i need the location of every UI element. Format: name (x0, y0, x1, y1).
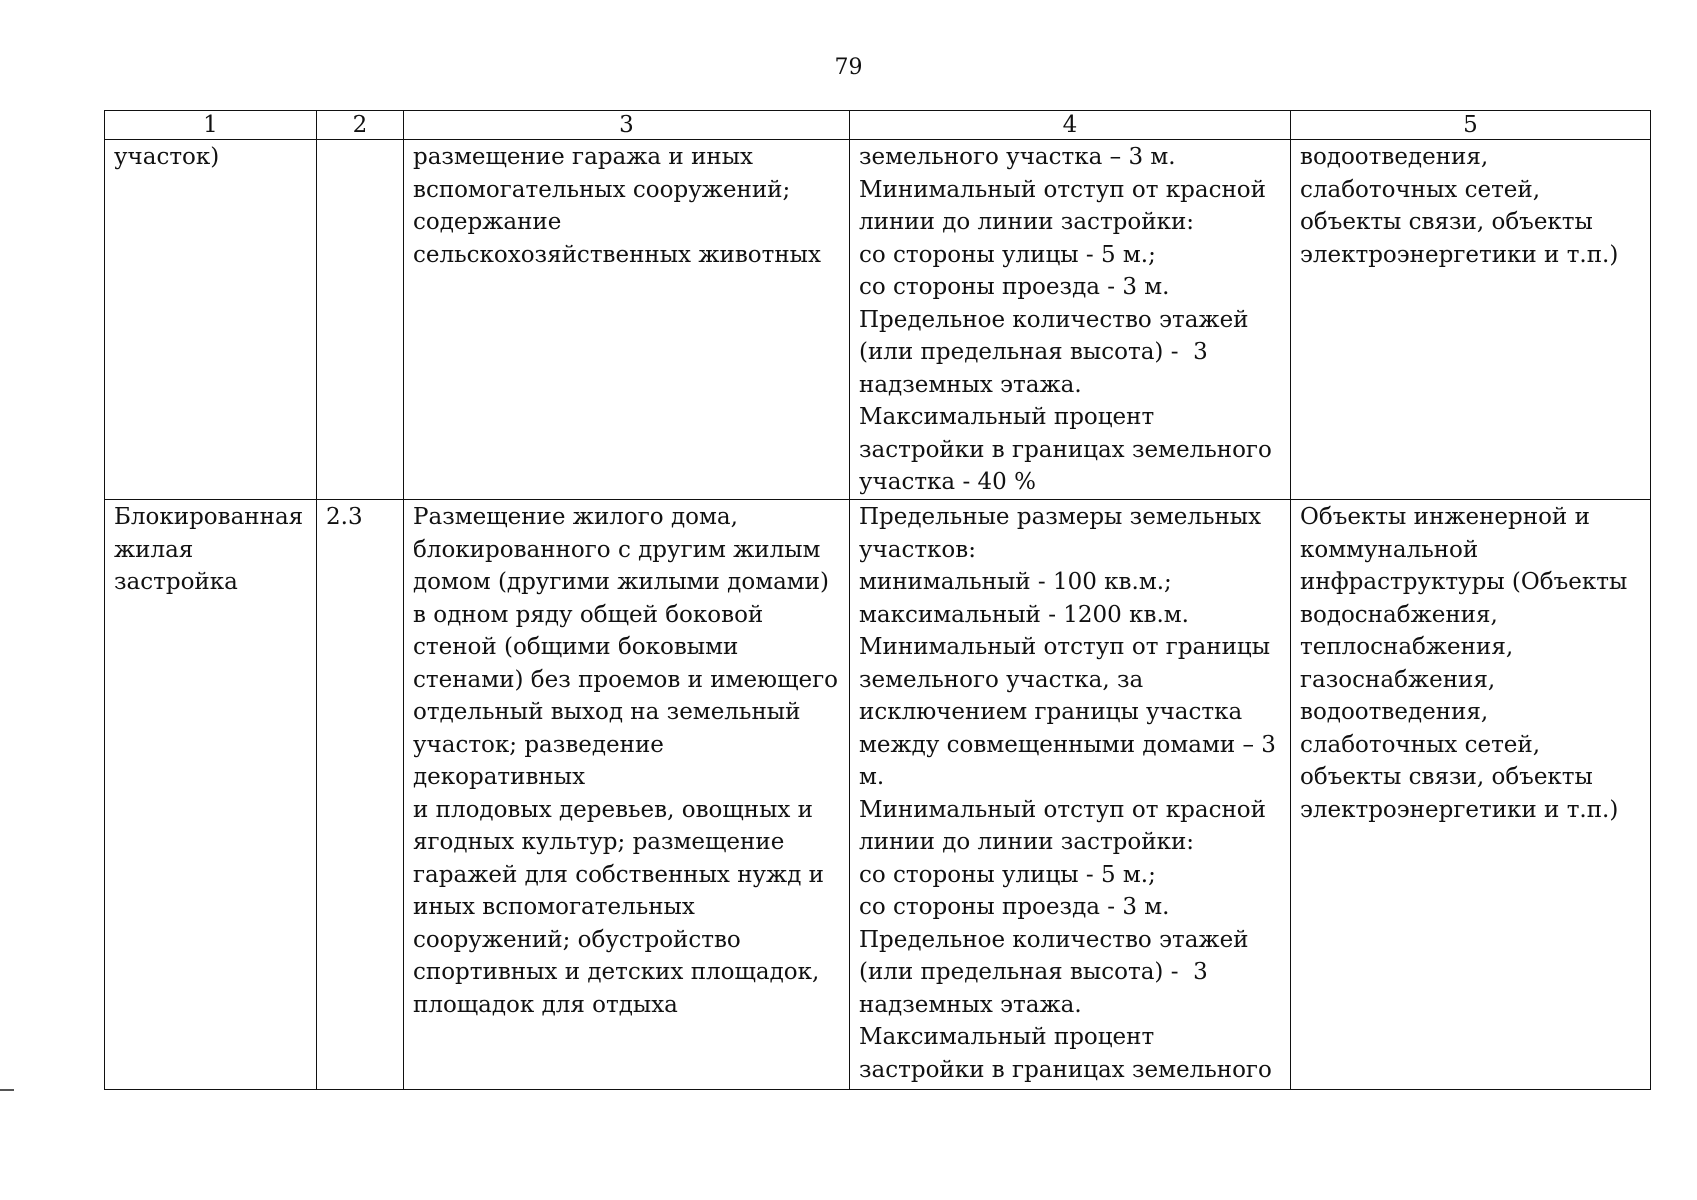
scan-edge-mark (0, 1089, 14, 1091)
cell-parameters: земельного участка – 3 м. Минимальный отступ от красной линии до линии застройки: со стороны улицы - 5 м.; со стороны проезда - 3 м. Предельное количество этажей (или предельная высота) - 3 надземных этажа. Максимальный процент застройки в границах земельного участка - 40 % (850, 140, 1291, 500)
column-header-4: 4 (850, 111, 1291, 140)
cell-auxiliary-objects: Объекты инженерной и коммунальной инфраструктуры (Объекты водоснабжения, теплоснабжения, газоснабжения, водоотведения, слаботочных сетей, объекты связи, объекты электроэнергетики и т.п.) (1291, 500, 1651, 1090)
cell-use-name: Блокированная жилая застройка (105, 500, 317, 1090)
cell-use-description: Размещение жилого дома, блокированного с другим жилым домом (другими жилыми домами) в одном ряду общей боковой стеной (общими боковыми стенами) без проемов и имеющего отдельный выход на земельный участок; разведение декоративных и плодовых деревьев, овощных и ягодных культур; размещение гаражей для собственных нужд и иных вспомогательных сооружений; обустройство спортивных и детских площадок, площадок для отдыха (404, 500, 850, 1090)
column-header-1: 1 (105, 111, 317, 140)
column-header-3: 3 (404, 111, 850, 140)
regulations-table (104, 110, 1651, 1090)
page-number: 79 (834, 55, 863, 80)
table-row (105, 140, 1651, 500)
cell-auxiliary-objects: водоотведения, слаботочных сетей, объекты связи, объекты электроэнергетики и т.п.) (1291, 140, 1651, 500)
table-row (105, 500, 1651, 1090)
column-header-5: 5 (1291, 111, 1651, 140)
cell-parameters: Предельные размеры земельных участков: минимальный - 100 кв.м.; максимальный - 1200 кв.м. Минимальный отступ от границы земельного участка, за исключением границы участка между совмещенными домами – 3 м. Минимальный отступ от красной линии до линии застройки: со стороны улицы - 5 м.; со стороны проезда - 3 м. Предельное количество этажей (или предельная высота) - 3 надземных этажа. Максимальный процент застройки в границах земельного (850, 500, 1291, 1090)
table-header-row (105, 111, 1651, 140)
cell-use-name: участок) (105, 140, 317, 500)
cell-use-description: размещение гаража и иных вспомогательных сооружений; содержание сельскохозяйственных животных (404, 140, 850, 500)
cell-use-code (317, 140, 404, 500)
column-header-2: 2 (317, 111, 404, 140)
cell-use-code: 2.3 (317, 500, 404, 1090)
